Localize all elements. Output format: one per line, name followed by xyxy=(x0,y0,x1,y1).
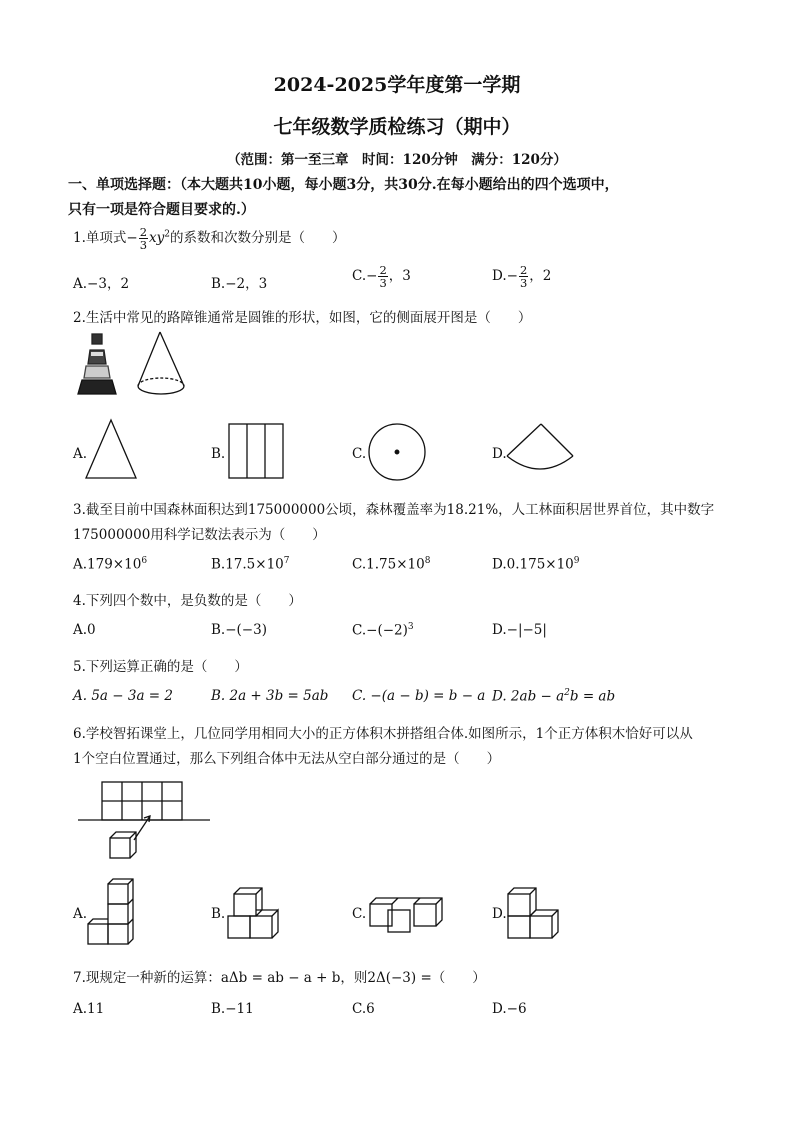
q5-d-exp: 2 xyxy=(564,688,570,698)
q1-option-b: B.−2，3 xyxy=(211,276,268,292)
q2-option-b-label: B. xyxy=(211,446,226,462)
q3-option-a xyxy=(73,556,147,573)
q6-wall-figure xyxy=(76,780,212,862)
question-3-line2: 175000000用科学记数法表示为（ ） xyxy=(73,527,326,543)
q2-traffic-cone-figure xyxy=(78,330,188,405)
q3-option-d xyxy=(492,556,580,573)
q4-option-b: B.−(−3) xyxy=(211,622,267,638)
q4-c-base: C.−(−2) xyxy=(352,622,408,639)
q1-frac-num: 2 xyxy=(139,225,148,239)
q3-d-base: D.0.175×10 xyxy=(492,556,574,573)
q1-prefix: 1.单项式 xyxy=(73,230,127,246)
q6-option-a-blocks xyxy=(86,874,136,946)
question-4: 4.下列四个数中，是负数的是（ ） xyxy=(73,593,302,609)
q1-frac-den: 3 xyxy=(139,238,148,252)
q1-term: xy xyxy=(149,230,165,246)
q6-option-b-blocks xyxy=(226,884,288,940)
q7-option-d: D.−6 xyxy=(492,1001,527,1017)
question-7: 7.现规定一种新的运算：aΔb = ab − a + b，则2Δ(−3) =（ ） xyxy=(73,970,486,986)
q3-d-exp: 9 xyxy=(573,556,580,566)
q1-c-post: ，3 xyxy=(388,268,411,284)
q2-option-c-label: C. xyxy=(352,446,367,462)
q1-c-den: 3 xyxy=(379,276,387,290)
q3-b-base: B.17.5×10 xyxy=(211,556,284,573)
q7-option-b: B.−11 xyxy=(211,1001,254,1017)
q3-a-base: A.179×10 xyxy=(73,556,142,573)
paper-title-year: 2024-2025学年度第一学期 xyxy=(273,74,521,96)
section-heading-line1: 一、单项选择题：（本大题共10小题，每小题3分，共30分.在每小题给出的四个选项中， xyxy=(68,177,619,193)
q1-d-fraction xyxy=(519,264,528,289)
q1-option-c xyxy=(352,264,411,289)
section-heading-line2: 只有一项是符合题目要求的.） xyxy=(68,202,255,218)
q5-option-c: C. −(a − b) = b − a xyxy=(352,688,486,704)
q4-c-exp: 3 xyxy=(407,622,414,632)
q1-d-post: ，2 xyxy=(529,268,552,284)
q6-option-c-label: C. xyxy=(352,906,367,922)
q6-option-d-label: D. xyxy=(492,906,507,922)
q5-d-post: b = ab xyxy=(569,688,616,705)
q3-option-c xyxy=(352,556,430,573)
question-1 xyxy=(73,226,346,251)
q5-option-b: B. 2a + 3b = 5ab xyxy=(211,688,329,704)
q2-option-a-triangle xyxy=(84,418,138,480)
question-6-line2: 1个空白位置通过，那么下列组合体中无法从空白部分通过的是（ ） xyxy=(73,751,501,767)
question-5: 5.下列运算正确的是（ ） xyxy=(73,659,248,675)
q1-option-d xyxy=(492,264,551,289)
q1-exp: 2 xyxy=(164,229,171,240)
question-3-line1: 3.截至目前中国森林面积达到175000000公顷，森林覆盖率为18.21%，人工林面积居世界首位，其中数字 xyxy=(73,502,715,518)
q1-suffix: 的系数和次数分别是（ ） xyxy=(170,230,346,246)
q6-option-d-blocks xyxy=(506,884,566,940)
q3-a-exp: 6 xyxy=(141,556,148,566)
q1-c-pre: C.− xyxy=(352,268,378,284)
q3-option-b xyxy=(211,556,290,573)
q1-c-num: 2 xyxy=(379,263,387,277)
q1-d-den: 3 xyxy=(519,276,528,290)
q3-b-exp: 7 xyxy=(283,556,290,566)
q1-fraction xyxy=(139,226,148,251)
q5-option-d xyxy=(492,688,615,705)
q5-d-pre: D. 2ab − a xyxy=(492,688,565,705)
q4-option-d: D.−|−5| xyxy=(492,622,547,638)
paper-subtitle: （范围：第一至三章 时间：120分钟 满分：120分） xyxy=(227,152,567,168)
q6-option-b-label: B. xyxy=(211,906,226,922)
q1-d-num: 2 xyxy=(519,263,528,277)
q1-option-a: A.−3，2 xyxy=(73,276,130,292)
q7-option-c: C.6 xyxy=(352,1001,375,1017)
q1-d-pre: D.− xyxy=(492,268,518,284)
q2-option-a-label: A. xyxy=(73,446,88,462)
q2-option-c-circle xyxy=(367,422,427,482)
question-2: 2.生活中常见的路障锥通常是圆锥的形状，如图，它的侧面展开图是（ ） xyxy=(73,310,532,326)
paper-title-exam: 七年级数学质检练习（期中） xyxy=(273,116,521,138)
q3-c-base: C.1.75×10 xyxy=(352,556,425,573)
q2-option-d-label: D. xyxy=(492,446,507,462)
q1-minus: − xyxy=(126,230,138,246)
q6-option-a-label: A. xyxy=(73,906,88,922)
q2-option-d-sector xyxy=(505,422,575,474)
q7-option-a: A.11 xyxy=(73,1001,105,1017)
q4-option-a: A.0 xyxy=(73,622,96,638)
q6-option-c-blocks xyxy=(368,894,444,934)
q4-option-c xyxy=(352,622,414,639)
q5-option-a: A. 5a − 3a = 2 xyxy=(73,688,173,704)
q1-c-fraction xyxy=(378,264,387,289)
question-6-line1: 6.学校智拓课堂上，几位同学用相同大小的正方体积木拼搭组合体.如图所示，1个正方体积木恰好可以从 xyxy=(73,726,693,742)
q2-option-b-rectangle xyxy=(228,422,284,480)
q3-c-exp: 8 xyxy=(424,556,431,566)
